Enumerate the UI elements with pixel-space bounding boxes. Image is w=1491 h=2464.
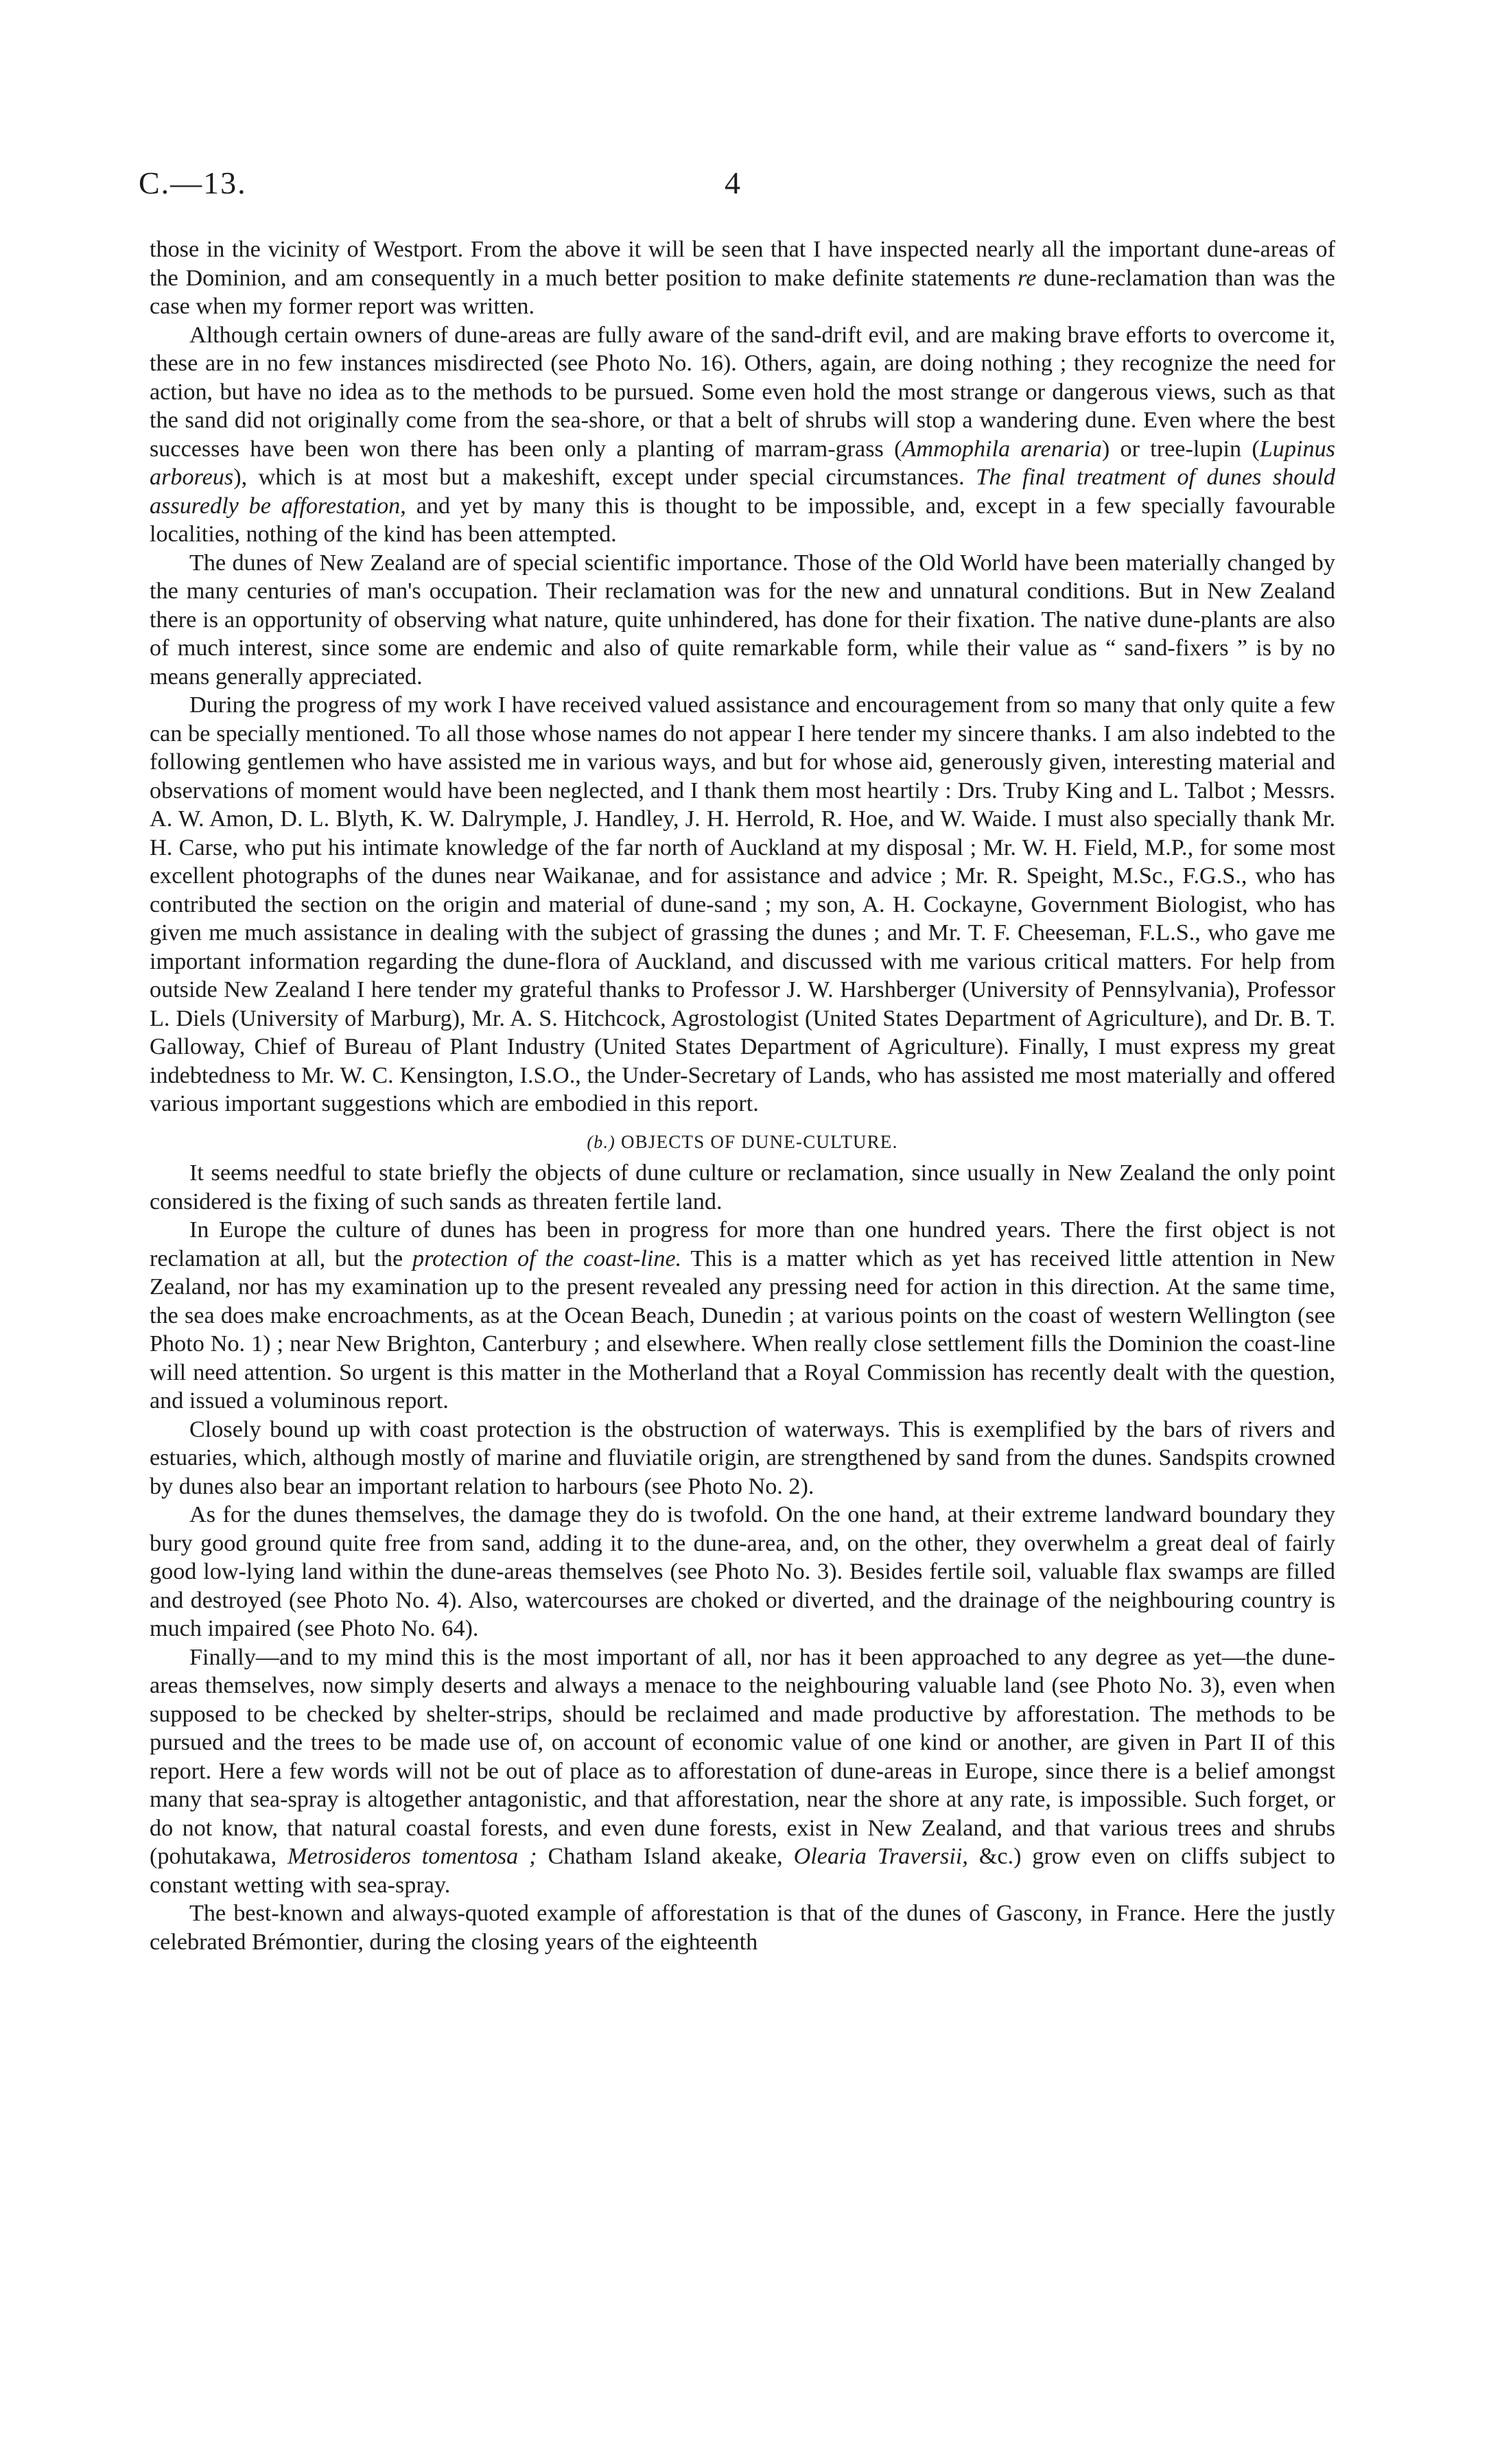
paragraph-5: It seems needful to state briefly the objects of dune culture or reclamation, since usually in New Zealand the only point considered is the fixing of such sands as threaten fertile land. [150,1160,1335,1215]
paragraph-8: As for the dunes themselves, the damage they do is twofold. On the one hand, at their extreme landward boundary they bury good ground quite free from sand, adding it to the dune-area, and, on the other, they overwhelm a great deal of fairly good low-lying land within the dune-areas themselves (see Photo No. 3). Besides fertile soil, valuable flax swamps are filled and destroyed (see Photo No. 4). Also, watercourses are choked or diverted, and the drainage of the neighbouring country is much impaired (see Photo No. 64). [150,1502,1335,1641]
document-reference: C.—13. [139,165,247,200]
paragraph-10: The best-known and always-quoted example of afforestation is that of the dunes of Gascony, in France. Here the justly celebrated Brémontier, during the closing years of the eighteenth [150,1901,1335,1955]
paragraph-3: The dunes of New Zealand are of special scientific importance. Those of the Old World have been materially changed by the many centuries of man's occupation. Their reclamation was for the new and unnatural conditions. But in New Zealand there is an opportunity of observing what nature, quite unhindered, has done for their fixation. The native dune-plants are also of much interest, since some are endemic and also of quite remarkable form, while their value as “ sand-fixers ” is by no means generally appreciated. [150,550,1335,690]
section-heading [150,1128,1335,1157]
paragraph-6: In Europe the culture of dunes has been in progress for more than one hundred years. There the first object is not reclamation at all, but the protection of the coast-line. This is a matter which as yet has received little attention in New Zealand, nor has my examination up to the present revealed any pressing need for action in this direction. At the same time, the sea does make encroachments, as at the Ocean Beach, Dunedin ; at various points on the coast of western Wellington (see Photo No. 1) ; near New Brighton, Canterbury ; and elsewhere. When really close settlement fills the Dominion the coast-line will need attention. So urgent is this matter in the Motherland that a Royal Commission has recently dealt with the question, and issued a voluminous report. [150,1217,1335,1413]
paragraph-9: Finally—and to my mind this is the most important of all, nor has it been approached to any degree as yet—the dune-areas themselves, now simply deserts and always a menace to the neighbouring valuable land (see Photo No. 3), even when supposed to be checked by shelter-strips, should be reclaimed and made productive by afforestation. The methods to be pursued and the trees to be made use of, on account of economic value of one kind or another, are given in Part II of this report. Here a few words will not be out of place as to afforestation of dune-areas in Europe, since there is a belief amongst many that sea-spray is altogether antagonistic, and that afforestation, near the shore at any rate, is impossible. Such forget, or do not know, that natural coastal forests, and even dune forests, exist in New Zealand, and that various trees and shrubs (pohutakawa, Metrosideros tomentosa ; Chatham Island akeake, Olearia Traversii, &c.) grow even on cliffs subject to constant wetting with sea-spray. [150,1644,1335,1898]
paragraph-4: During the progress of my work I have received valued assistance and encouragement from so many that only quite a few can be specially mentioned. To all those whose names do not appear I here tender my sincere thanks. I am also indebted to the following gentlemen who have assisted me in various ways, and but for whose aid, generously given, interesting material and observations of moment would have been neglected, and I thank them most heartily : Drs. Truby King and L. Talbot ; Messrs. A. W. Amon, D. L. Blyth, K. W. Dalrymple, J. Handley, J. H. Herrold, R. Hoe, and W. Waide. I must also specially thank Mr. H. Carse, who put his intimate knowledge of the far north of Auckland at my disposal ; Mr. W. H. Field, M.P., for some most excellent photographs of the dunes near Waikanae, and for assistance and advice ; Mr. R. Speight, M.Sc., F.G.S., who has contributed the section on the origin and material of dune-sand ; my son, A. H. Cockayne, Government Biologist, who has given me much assistance in dealing with the subject of grassing the dunes ; and Mr. T. F. Cheeseman, F.L.S., who gave me important information regarding the dune-flora of Auckland, and discussed with me various critical matters. For help from outside New Zealand I here tender my grateful thanks to Professor J. W. Harshberger (University of Pennsylvania), Professor L. Diels (University of Marburg), Mr. A. S. Hitchcock, Agrostologist (United States Department of Agriculture), and Dr. B. T. Galloway, Chief of Bureau of Plant Industry (United States Department of Agriculture). Finally, I must express my great indebtedness to Mr. W. C. Kensington, I.S.O., the Under-Secretary of Lands, who has assisted me most materially and offered various important suggestions which are embodied in this report. [150,692,1335,1116]
page-number: 4 [725,165,740,200]
paragraph-2: Although certain owners of dune-areas are fully aware of the sand-drift evil, and are making brave efforts to overcome it, these are in no few instances misdirected (see Photo No. 16). Others, again, are doing nothing ; they recognize the need for action, but have no idea as to the methods to be pursued. Some even hold the most strange or dangerous views, such as that the sand did not originally come from the sea-shore, or that a belt of shrubs will stop a wandering dune. Even where the best successes have been won there has been only a planting of marram-grass (Ammophila arenaria) or tree-lupin (Lupinus arboreus), which is at most but a makeshift, except under special circumstances. The final treatment of dunes should assuredly be afforestation, and yet by many this is thought to be impossible, and, except in a few specially favourable localities, nothing of the kind has been attempted. [150,322,1336,547]
section-title: OBJECTS OF DUNE-CULTURE. [620,1131,898,1152]
section-label: (b.) [587,1131,616,1152]
paragraph-7: Closely bound up with coast protection is the obstruction of waterways. This is exemplified by the bars of rivers and estuaries, which, although mostly of marine and fluviatile origin, are strengthened by sand from the dunes. Sandspits crowned by dunes also bear an important relation to harbours (see Photo No. 2). [150,1416,1335,1499]
paragraph-1: those in the vicinity of Westport. From the above it will be seen that I have inspected nearly all the important dune-areas of the Dominion, and am consequently in a much better position to make definite statements re dune-reclamation than was the case when my former report was written. [150,237,1335,319]
body-text [150,235,1335,1956]
